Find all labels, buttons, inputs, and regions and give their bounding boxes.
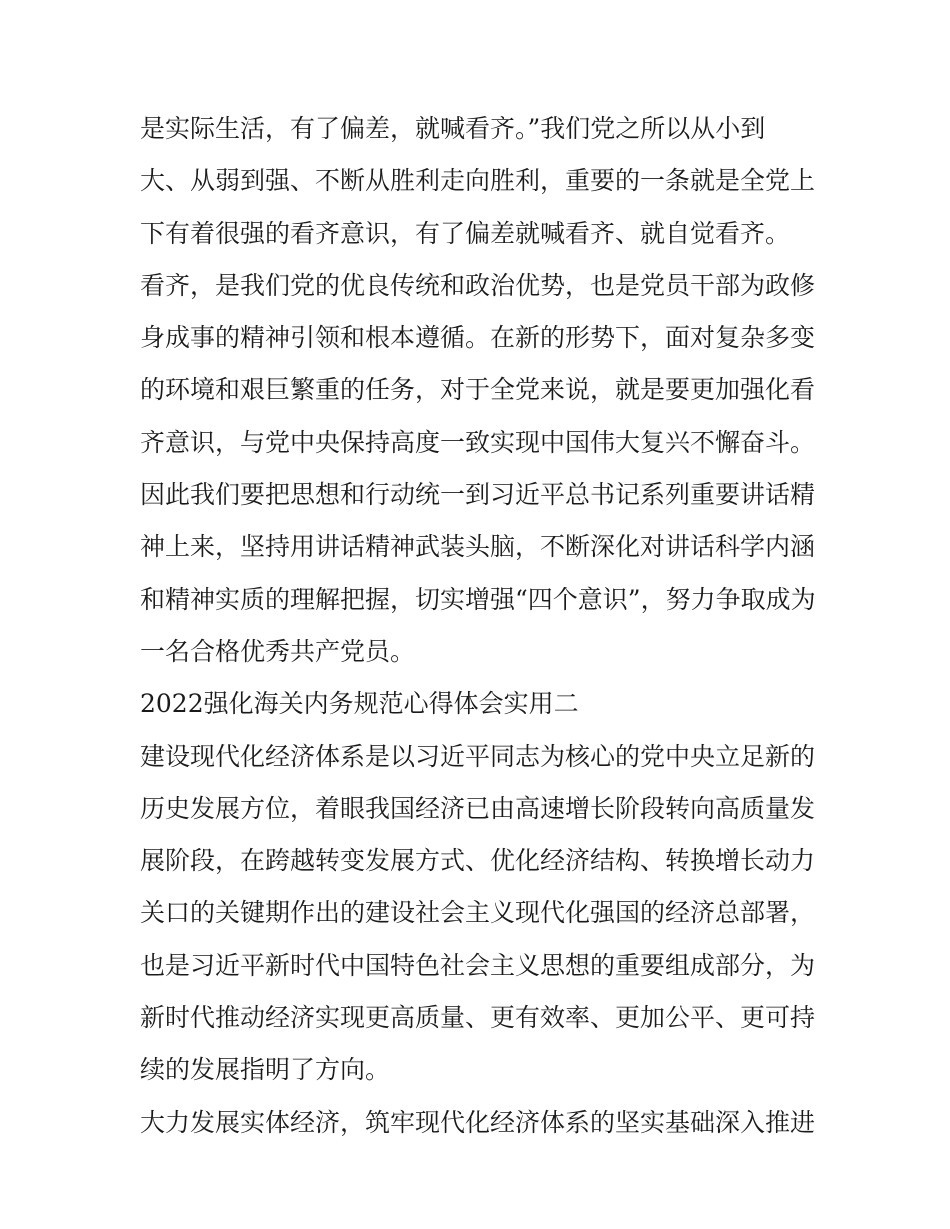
text-line: 续的发展指明了方向。 bbox=[140, 1055, 391, 1085]
text-line: 神上来，坚持用讲话精神武装头脑，不断深化对讲话科学内涵 bbox=[140, 532, 816, 562]
document-body bbox=[140, 103, 830, 1149]
text-line: 下有着很强的看齐意识，有了偏差就喊看齐、就自觉看齐。 bbox=[140, 218, 791, 248]
text-line: 看齐，是我们党的优良传统和政治优势，也是党员干部为政修 bbox=[140, 270, 816, 300]
text-line: 历史发展方位，着眼我国经济已由高速增长阶段转向高质量发 bbox=[140, 793, 816, 823]
text-line: 齐意识，与党中央保持高度一致实现中国伟大复兴不懈奋斗。 bbox=[140, 427, 816, 457]
text-line: 关口的关键期作出的建设社会主义现代化强国的经济总部署， bbox=[140, 898, 816, 928]
text-line: 大力发展实体经济，筑牢现代化经济体系的坚实基础深入推进 bbox=[140, 1107, 816, 1137]
text-line: 身成事的精神引领和根本遵循。在新的形势下，面对复杂多变 bbox=[140, 323, 816, 353]
text-line: 因此我们要把思想和行动统一到习近平总书记系列重要讲话精 bbox=[140, 480, 816, 510]
text-line: 大、从弱到强、不断从胜利走向胜利，重要的一条就是全党上 bbox=[140, 166, 816, 196]
text-line: 一名合格优秀共产党员。 bbox=[140, 636, 416, 666]
text-line: 是实际生活，有了偏差，就喊看齐。”我们党之所以从小到 bbox=[140, 114, 766, 143]
text-line: 和精神实质的理解把握，切实增强“四个意识”，努力争取成为 bbox=[140, 584, 816, 614]
text-line: 新时代推动经济实现更高质量、更有效率、更加公平、更可持 bbox=[140, 1003, 816, 1033]
text-line: 也是习近平新时代中国特色社会主义思想的重要组成部分，为 bbox=[140, 950, 816, 980]
text-line: 建设现代化经济体系是以习近平同志为核心的党中央立足新的 bbox=[140, 741, 816, 771]
text-line: 展阶段，在跨越转变发展方式、优化经济结构、转换增长动力 bbox=[140, 846, 816, 876]
section-heading: 2022强化海关内务规范心得体会实用二 bbox=[140, 689, 579, 719]
text-line: 的环境和艰巨繁重的任务，对于全党来说，就是要更加强化看 bbox=[140, 375, 816, 405]
